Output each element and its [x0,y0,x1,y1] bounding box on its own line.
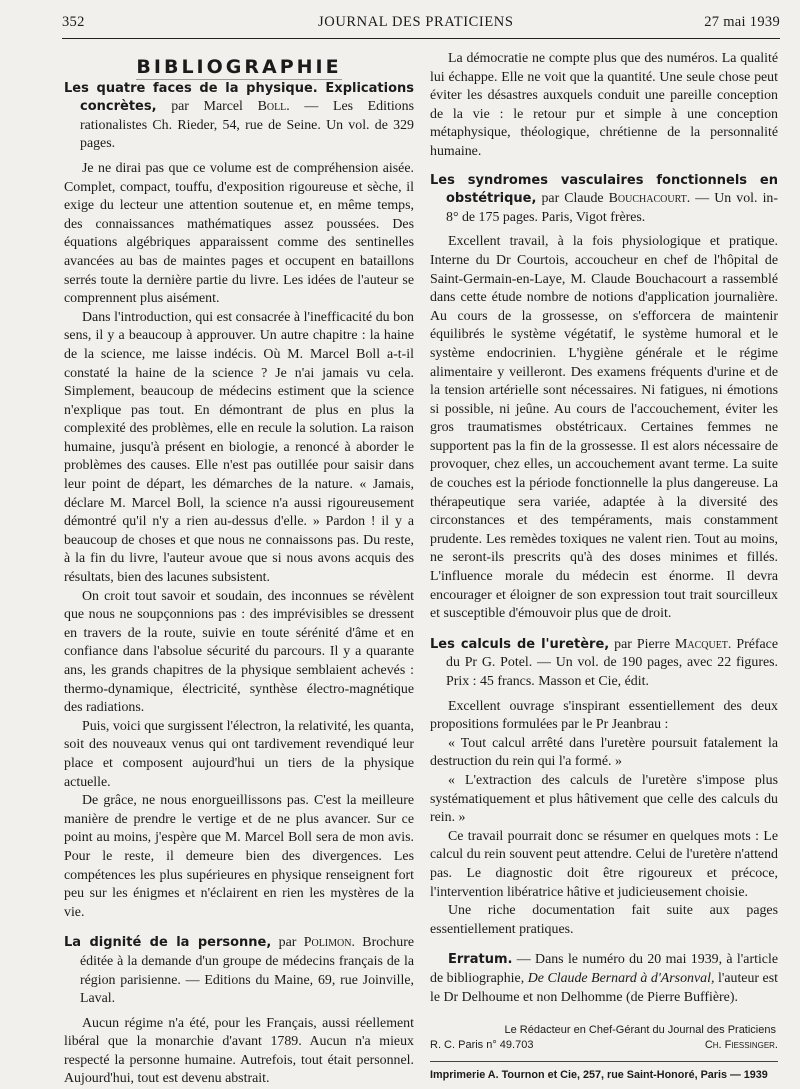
book-title: Les syndromes vasculaires fonctionnels en obstétrique, [430,172,778,207]
book-entry: Les calculs de l'uretère, par Pierre Macquet. Préface du Pr G. Potel. — Un vol. de 190 pages, avec 22 figures. Prix : 45 francs. Masson et Cie, édit. [430,636,778,689]
book-title: Les calculs de l'uretère, [430,636,610,652]
printer-line: Imprimerie A. Tournon et Cie, 257, rue Saint-Honoré, Paris — 1939 [430,1069,768,1082]
page-number: 352 [62,14,85,30]
quotation: « Tout calcul arrêté dans l'uretère poursuit fatalement la destruction du rein qui l'a formé. » [430,735,778,770]
erratum-label: Erratum. [448,952,513,968]
journal-title: JOURNAL DES PRATICIENS [318,14,514,30]
book-entry: La dignité de la personne, par Polimon. Brochure éditée à la demande d'un groupe de médecins français de la région parisienne. — Editions du Maine, 69, rue Joinville, Laval. [64,935,414,1007]
page-footer [430,1023,778,1083]
book-title: La dignité de la personne, [64,935,272,951]
running-header [62,14,780,36]
review-paragraph: Aucun régime n'a été, pour les Français, aussi réellement libéral que la monarchie d'avant 1789. Aucun n'a mieux respecté la personne humaine. Autrefois, tout était personnel. Aujourd'hui, tout est devenu abstrait. [64,1015,414,1087]
review-paragraph: Excellent travail, à la fois physiologique et pratique. Interne du Dr Courtois, accoucheur en chef de l'hôpital de Saint-Germain-en-Laye, M. Claude Bouchacourt a rassemblé dans cette étude nombre de notions d'application journalière. Au cours de la grossesse, on s'efforcera de maintenir équilibrés le système végétatif, le système humoral et le système endocrinien. L'hygiène générale et le régime alimentaire y veilleront. Des examens fréquents d'urine et de la tension artérielle sont nécessaires. Ni fatigues, ni émotions si possible, ni jeûne. Au cours de l'accouchement, éviter les gros traumatismes obstétricaux. Certaines femmes ne supportent pas la fin de la grossesse. Il est alors nécessaire de provoquer, chez elles, un accouchement avant terme. La suite de couches est la période fonctionnelle la plus dangereuse. La thérapeutique sera variée, adaptée à la diversité des circonstances et des tempéraments, mais constamment prudente. Les remèdes toxiques ne valent rien. Tout au moins, ne seront-ils prescrits qu'à des doses minimes et fillés. L'influence morale du médecin est énorme. Il devra encourager et éloigner de son expression tout trait sourcilleux et susceptible d'émouvoir plus que de droit. [430,234,778,622]
review-paragraph: La démocratie ne compte plus que des numéros. La qualité lui échappe. Elle ne voit que la quantité. Une seule chose peut éviter les désastres auxquels conduit une pareille conception de la vie : le retour pur et simple à une conception métaphysique, théologique, chrétienne de la personnalité humaine. [430,51,778,159]
review-paragraph: Excellent ouvrage s'inspirant essentiellement des deux propositions formulées par le Pr Jeanbrau : [430,698,778,733]
registration-number: R. C. Paris n° 49.703 [430,1039,534,1052]
review-paragraph: On croit tout savoir et soudain, des inconnues se révèlent que nous ne soupçonnions pas : des imprévisibles se dressent en travers de la route, suivie en toute sérénité d'âme et en confiance dans l'absolue sécurité du parcours. Il y a quarante ans, les grands chapitres de la physique semblaient achevés : thermo-dynamique, électricité, synthèse électro-magnétique des radiations. [64,588,414,716]
review-paragraph: Dans l'introduction, qui est consacrée à l'inefficacité du bon sens, il y a beaucoup à approuver. Un autre chapitre : la haine de la science, me laisse indécis. Où M. Marcel Boll a-t-il constaté la haine de la science ? Je n'ai jamais vu cela. Simplement, beaucoup de médecins estiment que la science n'explique pas tout. En démontrant de plus en plus la complexité des problèmes, elle en recule la solution. La raison humaine, jusqu'à présent en biologie, a renoncé à aborder le problèmes des causes. Elle n'est pas outillée pour saisir dans leur point de départ, les démarches de la nature. « Jamais, déclare M. Marcel Boll, la science n'a aussi rigoureusement démontré qu'il n'y a rien au-dessus d'elle. » Pardon ! il y a beaucoup de choses et que nous ne connaissons pas. Du reste, à la fin du livre, l'auteur avoue que si nous avons acquis des résultats, bien des lacunes subsistent. [64,309,414,586]
editor-title: Le Rédacteur en Chef-Gérant du Journal des Praticiens [504,1024,776,1037]
review-paragraph: Je ne dirai pas que ce volume est de compréhension aisée. Complet, compact, touffu, d'exposition rigoureuse et sèche, il exige du lecteur une attention soutenue et, en même temps, des connaissances mathématiques assez poussées. Des équations algébriques apparaissent comme des sentinelles avancées au bas de maintes pages et occupent en bataillons serrés toute la dernière partie du livre. Les idées de l'auteur se comprennent plus aisément. [64,160,414,307]
book-entry: Les quatre faces de la physique. Explications concrètes, par Marcel Boll. — Les Editions rationalistes Ch. Rieder, 54, rue de Seine. Un vol. de 329 pages. [64,80,414,152]
review-paragraph: Puis, voici que surgissent l'électron, la relativité, les quanta, soit des nouveaux venus qui ont tardivement revendiqué leur place et composent aujourd'hui un tiers de la physique actuelle. [64,718,414,790]
review-paragraph: De grâce, ne nous enorgueillissons pas. C'est la meilleure manière de prendre le vertige et de ne plus avancer. Sur ce point au moins, j'espère que M. Marcel Boll sera de mon avis. Pour le reste, il demeure bien des divergences. Les compétences les plus supérieures en physique renseignent fort peu sur les énigmes et n'éclairent en rien les mystères de la vie. [64,793,414,920]
quotation: « L'extraction des calculs de l'uretère s'impose plus systématiquement et plus hâtivement que celle des calculs du rein. » [430,772,778,826]
book-title: Les quatre faces de la physique. Explications concrètes, [64,80,414,115]
erratum: Erratum. — Dans le numéro du 20 mai 1939, à l'article de bibliographie, De Claude Bernard à d'Arsonval, l'auteur est le Dr Delhoume et non Delhomme (de Pierre Buffière). [430,952,778,1005]
left-column [64,58,414,1089]
review-paragraph: Ce travail pourrait donc se résumer en quelques mots : Le calcul du rein souvent peut attendre. Celui de l'uretère n'attend pas. Le diagnostic doit être rigoureux et précoce, l'intervention libératrice hâtive et judicieusement choisie. [430,828,778,900]
author-name: Macquet [675,636,728,652]
author-name: Polimon [303,935,352,951]
right-column [430,50,778,1083]
erratum-article-title: De Claude Bernard à d'Arsonval, [527,970,715,986]
author-name: Bouchacourt [608,191,687,207]
section-title: BIBLIOGRAPHIE [136,56,342,78]
editor-signature: Ch. Fiessinger. [704,1039,778,1052]
author-name: Boll [257,99,287,115]
book-entry: Les syndromes vasculaires fonctionnels en obstétrique, par Claude Bouchacourt. — Un vol. in-8° de 175 pages. Paris, Vigot frères. [430,172,778,225]
header-rule [62,38,780,39]
issue-date: 27 mai 1939 [704,14,780,30]
footer-rule [430,1061,778,1062]
review-paragraph: Une riche documentation fait suite aux pages essentiellement pratiques. [430,903,778,937]
